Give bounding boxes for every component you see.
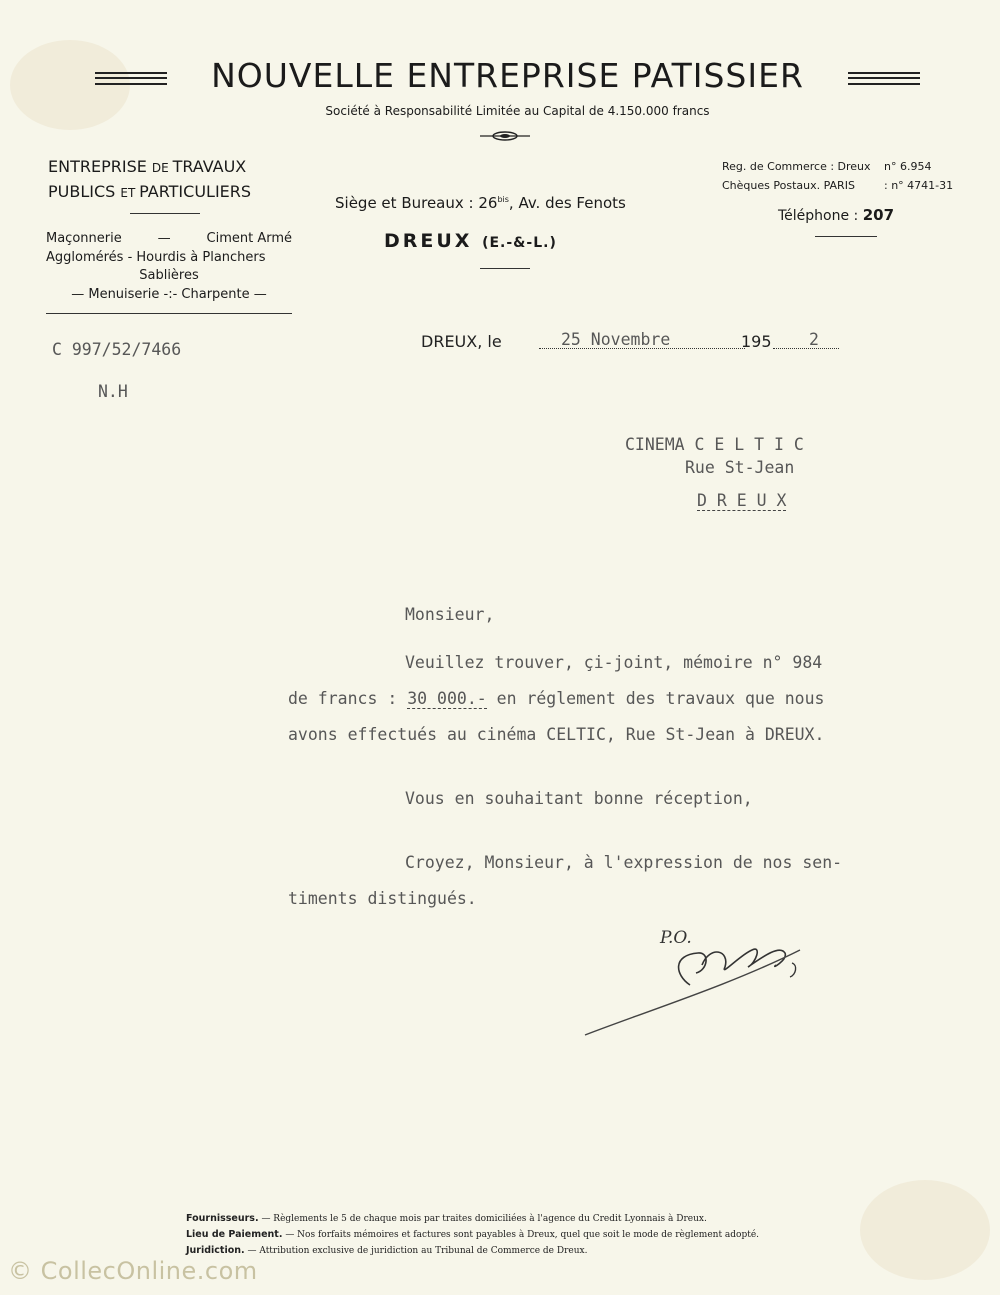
service-menuiserie: — Menuiserie -:- Charpente — xyxy=(71,286,267,302)
para1-line3: avons effectués au cinéma CELTIC, Rue St-Jean à DREUX. xyxy=(288,725,825,744)
watermark: © CollecOnline.com xyxy=(8,1257,258,1285)
cheques-label: Chèques Postaux. PARIS xyxy=(722,179,855,192)
footer-payment-label: Lieu de Paiement. xyxy=(186,1229,283,1240)
divider xyxy=(130,213,200,214)
service-ciment: Ciment Armé xyxy=(206,231,292,246)
siege-suffix: , Av. des Fenots xyxy=(508,194,626,212)
footer-payment-text: — Nos forfaits mémoires et factures sont payables à Dreux, quel que soit le mode de règlement adopté. xyxy=(282,1230,760,1240)
service-agglomeres: Agglomérés - Hourdis à Planchers xyxy=(46,249,266,265)
date-year-digit: 2 xyxy=(809,330,819,349)
activity-line2: PUBLICS xyxy=(48,182,121,201)
telephone xyxy=(778,206,894,224)
ornament-icon xyxy=(480,128,530,144)
footer-suppliers-label: Fournisseurs. xyxy=(186,1213,259,1224)
city-dept: (E.-&-L.) xyxy=(482,235,557,251)
salutation: Monsieur, xyxy=(405,605,495,624)
company-name: NOUVELLE ENTREPRISE PATISSIER xyxy=(211,56,804,95)
cheques-value: : n° 4741-31 xyxy=(884,179,954,192)
siege-sup: bis xyxy=(497,195,509,204)
divider xyxy=(815,236,877,237)
footer-terms xyxy=(186,1211,826,1259)
reg-label: Reg. de Commerce : Dreux xyxy=(722,160,871,173)
recipient-name: CINEMA C E L T I C xyxy=(625,435,804,454)
para1-line2-start: de francs : xyxy=(288,689,408,708)
activity-line1-end: TRAVAUX xyxy=(172,157,247,176)
services-list xyxy=(46,230,292,304)
service-maconnerie: Maçonnerie xyxy=(46,231,122,246)
tel-value: 207 xyxy=(862,206,895,224)
date-year-prefix: 195 xyxy=(741,332,772,351)
letter-body xyxy=(288,597,958,917)
tel-label: Téléphone : xyxy=(778,208,863,224)
reg-value: n° 6.954 xyxy=(884,160,932,173)
activity-title xyxy=(48,155,308,205)
service-sablieres: Sablières xyxy=(139,268,199,283)
recipient-city: D R E U X xyxy=(697,491,787,510)
signature-po: P.O. xyxy=(660,928,692,948)
amount: 30 000.- xyxy=(407,689,487,708)
footer-suppliers-text: — Règlements le 5 de chaque mois par traites domiciliées à l'agence du Credit Lyonnais à Dreux. xyxy=(258,1214,707,1224)
siege-prefix: Siège et Bureaux : 26 xyxy=(335,194,498,212)
para3-line2: timents distingués. xyxy=(288,889,477,908)
footer-jurisdiction-label: Juridiction. xyxy=(186,1245,245,1256)
activity-line1-small: DE xyxy=(151,161,173,175)
reference-number: C 997/52/7466 xyxy=(52,340,182,359)
footer-jurisdiction-text: — Attribution exclusive de juridiction au Tribunal de Commerce de Dreux. xyxy=(244,1246,588,1256)
para1-line1: Veuillez trouver, çi-joint, mémoire n° 984 xyxy=(405,653,823,672)
activity-line1: ENTREPRISE xyxy=(48,157,152,176)
letterhead-title xyxy=(95,52,920,102)
title-rule-right xyxy=(848,72,920,85)
para3-line1: Croyez, Monsieur, à l'expression de nos sen- xyxy=(405,853,843,872)
date-place: DREUX, le xyxy=(421,332,502,351)
divider xyxy=(46,313,292,314)
registration-info xyxy=(722,157,967,195)
recipient-address xyxy=(625,433,804,512)
divider xyxy=(480,268,530,269)
paper-stain xyxy=(860,1180,990,1280)
activity-line2-small: ET xyxy=(120,186,140,200)
date-day-month: 25 Novembre xyxy=(561,330,671,349)
para2: Vous en souhaitant bonne réception, xyxy=(405,789,753,808)
head-city xyxy=(384,230,557,252)
title-rule-left xyxy=(95,72,167,85)
para1-line2-end: en réglement des travaux que nous xyxy=(486,689,825,708)
initials: N.H xyxy=(98,382,128,401)
city-name: DREUX xyxy=(384,230,473,252)
head-office-address xyxy=(335,194,675,212)
signature xyxy=(580,915,830,1040)
date-line xyxy=(421,330,841,354)
service-separator: — xyxy=(157,231,171,246)
recipient-street: Rue St-Jean xyxy=(685,458,795,477)
activity-line2-end: PARTICULIERS xyxy=(139,182,252,201)
legal-line: Société à Responsabilité Limitée au Capital de 4.150.000 francs xyxy=(325,104,710,118)
year-dots xyxy=(773,348,839,349)
